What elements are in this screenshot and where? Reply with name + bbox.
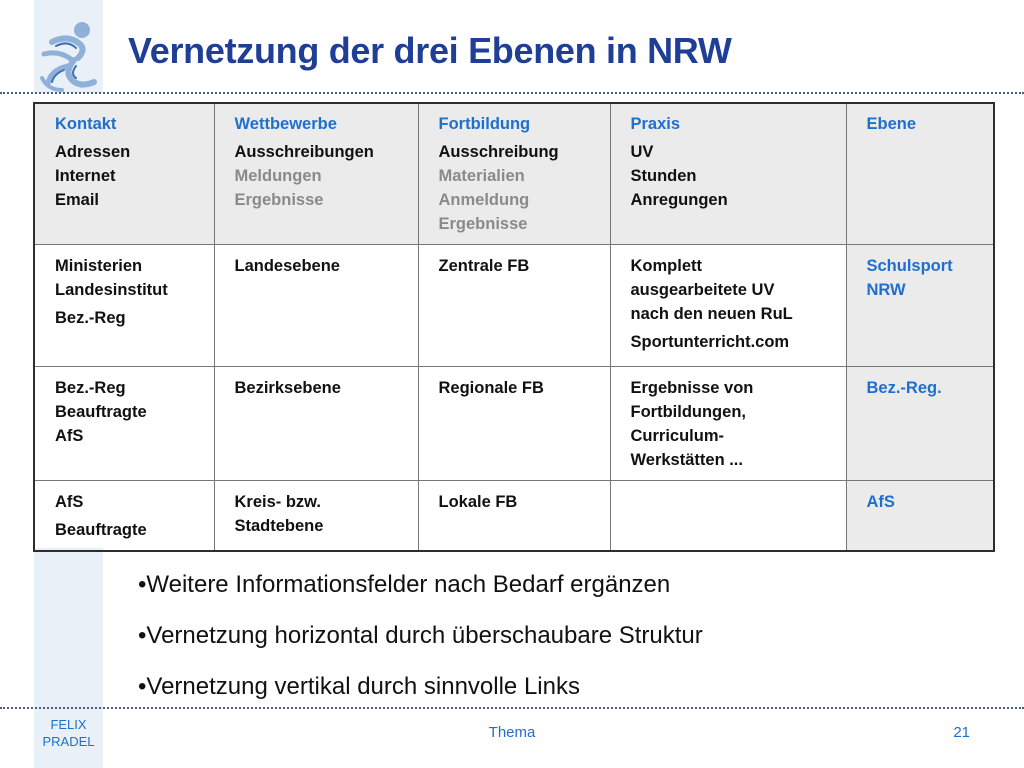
bullet-item: •Vernetzung horizontal durch überschaubare Struktur bbox=[138, 622, 703, 649]
cell-line: Beauftragte bbox=[55, 521, 147, 539]
cell-fortbildung bbox=[418, 245, 610, 367]
cell-wettbewerbe bbox=[214, 245, 418, 367]
table-row bbox=[34, 481, 994, 552]
cell-line: Curriculum- bbox=[630, 427, 725, 445]
title-divider bbox=[0, 92, 1024, 94]
cell-fortbildung bbox=[418, 481, 610, 552]
cell-wettbewerbe bbox=[214, 367, 418, 481]
cell-praxis bbox=[610, 245, 846, 367]
cell-line: Ministerien bbox=[55, 257, 143, 275]
header-item: Email bbox=[55, 191, 100, 209]
page-number: 21 bbox=[953, 724, 970, 741]
cell-line: NRW bbox=[866, 281, 906, 299]
cell-line: Bezirksebene bbox=[234, 379, 341, 397]
cell-line: Sportunterricht.com bbox=[630, 333, 790, 351]
bullet-item: •Weitere Informationsfelder nach Bedarf ergänzen bbox=[138, 571, 671, 598]
header-cell-fortbildung bbox=[418, 103, 610, 245]
header-item: Meldungen bbox=[234, 167, 322, 185]
page-title: Vernetzung der drei Ebenen in NRW bbox=[128, 30, 732, 71]
cell-line: Bez.-Reg. bbox=[866, 379, 942, 397]
cell-line: Landesebene bbox=[234, 257, 340, 275]
runner-logo-icon bbox=[34, 20, 104, 96]
cell-line: AfS bbox=[55, 427, 84, 445]
header-cell-praxis bbox=[610, 103, 846, 245]
header-cell-wettbewerbe bbox=[214, 103, 418, 245]
cell-ebene bbox=[846, 481, 994, 552]
cell-wettbewerbe bbox=[214, 481, 418, 552]
cell-praxis bbox=[610, 481, 846, 552]
cell-fortbildung bbox=[418, 367, 610, 481]
header-item: Internet bbox=[55, 167, 116, 185]
table-row bbox=[34, 245, 994, 367]
bullet-list bbox=[138, 570, 703, 723]
header-item: Adressen bbox=[55, 143, 131, 161]
cell-line: Landesinstitut bbox=[55, 281, 168, 299]
column-heading: Praxis bbox=[630, 115, 681, 133]
cell-line: Ergebnisse von bbox=[630, 379, 754, 397]
header-item: Ergebnisse bbox=[438, 215, 528, 233]
cell-line: AfS bbox=[55, 493, 84, 511]
cell-line: Bez.-Reg bbox=[55, 379, 126, 397]
header-cell-kontakt bbox=[34, 103, 214, 245]
cell-line: Schulsport bbox=[866, 257, 953, 275]
cell-line: Regionale FB bbox=[438, 379, 544, 397]
cell-line: Kreis- bzw. bbox=[234, 493, 321, 511]
header-item: UV bbox=[630, 143, 654, 161]
cell-line: AfS bbox=[866, 493, 895, 511]
column-heading: Kontakt bbox=[55, 115, 117, 133]
cell-praxis bbox=[610, 367, 846, 481]
header-item: Ergebnisse bbox=[234, 191, 324, 209]
header-item: Anregungen bbox=[630, 191, 728, 209]
header-item: Anmeldung bbox=[438, 191, 530, 209]
column-heading: Fortbildung bbox=[438, 115, 531, 133]
footer-topic: Thema bbox=[488, 724, 536, 741]
cell-line: Lokale FB bbox=[438, 493, 518, 511]
table-header-row bbox=[34, 103, 994, 245]
header-item: Materialien bbox=[438, 167, 525, 185]
cell-line: nach den neuen RuL bbox=[630, 305, 793, 323]
cell-kontakt bbox=[34, 481, 214, 552]
header-item: Ausschreibung bbox=[438, 143, 559, 161]
author-last-name: PRADEL bbox=[42, 734, 95, 749]
cell-ebene bbox=[846, 245, 994, 367]
header-item: Ausschreibungen bbox=[234, 143, 374, 161]
cell-line: Zentrale FB bbox=[438, 257, 530, 275]
cell-line: Werkstätten ... bbox=[630, 451, 743, 469]
author-first-name: FELIX bbox=[50, 717, 87, 732]
column-heading: Ebene bbox=[866, 115, 917, 133]
bullet-item: •Vernetzung vertikal durch sinnvolle Links bbox=[138, 673, 580, 700]
cell-line: Bez.-Reg bbox=[55, 309, 126, 327]
cell-kontakt bbox=[34, 245, 214, 367]
cell-line: Fortbildungen, bbox=[630, 403, 746, 421]
table-row bbox=[34, 367, 994, 481]
cell-ebene bbox=[846, 367, 994, 481]
cell-line: ausgearbeitete UV bbox=[630, 281, 775, 299]
cell-line: Beauftragte bbox=[55, 403, 147, 421]
cell-line: Komplett bbox=[630, 257, 702, 275]
header-item: Stunden bbox=[630, 167, 697, 185]
cell-kontakt bbox=[34, 367, 214, 481]
column-heading: Wettbewerbe bbox=[234, 115, 337, 133]
network-table bbox=[33, 102, 995, 552]
cell-line: Stadtebene bbox=[234, 517, 324, 535]
footer-divider bbox=[0, 707, 1024, 709]
header-cell-ebene bbox=[846, 103, 994, 245]
